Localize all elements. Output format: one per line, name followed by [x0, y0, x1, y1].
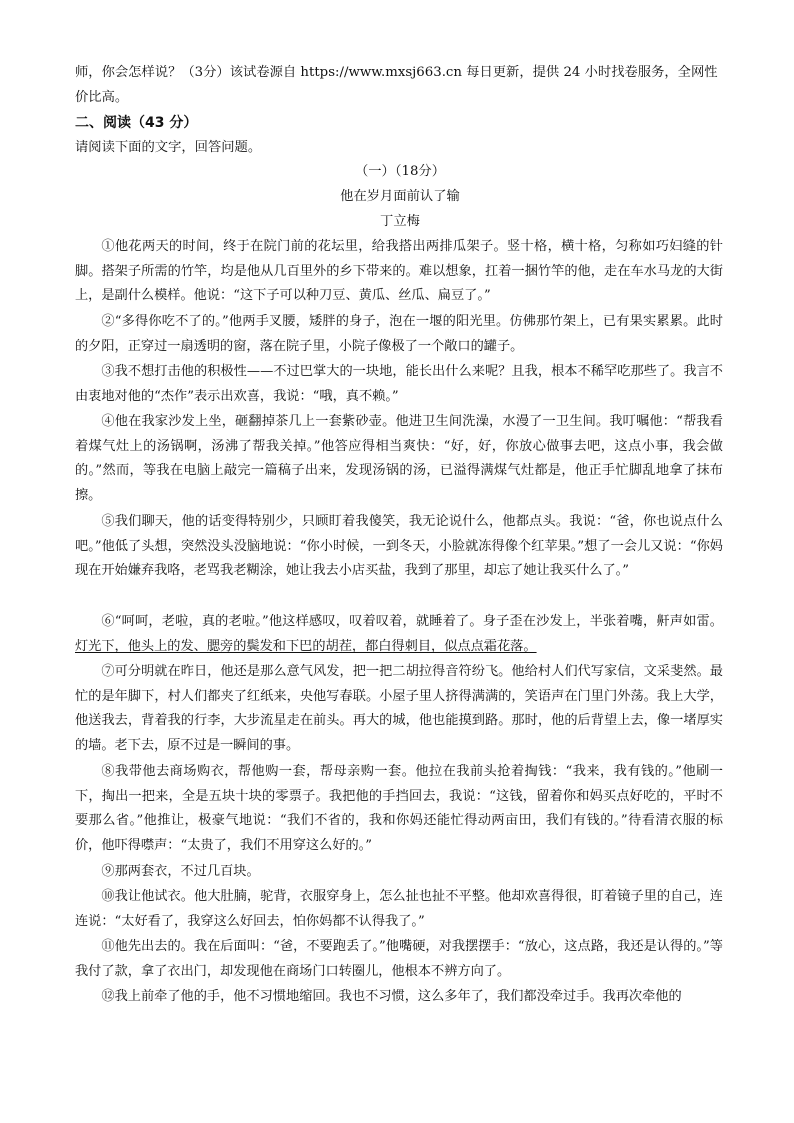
- paragraph-2: ②“多得你吃不了的。”他两手叉腰，矮胖的身子，泡在一堰的阳光里。仿佛那竹架上，已有果实累累。此时的夕阳，正穿过一扇透明的窗，落在院子里，小院子像极了一个敞口的罐子。: [75, 314, 723, 354]
- paragraph-9: ⑨那两套衣，不过几百块。: [101, 864, 260, 879]
- paragraph-10: ⑩我让他试衣。他大肚腩，驼背，衣服穿身上，怎么扯也扯不平整。他却欢喜得很，盯着镜子里的自己，连连说：“太好看了，我穿这么好回去，怕你妈都不认得我了。”: [75, 889, 723, 929]
- article-title: 他在岁月面前认了输: [340, 189, 460, 204]
- paragraph-8: ⑧我带他去商场购衣，帮他购一套，帮母亲购一套。他拉在我前头抢着掏钱：“我来，我有钱的。”他刷一下，掏出一把来，全是五块十块的零票子。我把他的手挡回去，我说：“这钱，留着你和妈买点好吃的，平时不要那么省。”他推让，极豪气地说：“我们不省的，我和你妈还能忙得动两亩田，我们有钱的。”待看清衣服的标价，他吓得噤声：“太贵了，我们不用穿这么好的。”: [75, 764, 723, 854]
- section-heading: 二、阅读（43 分）: [75, 115, 198, 131]
- article-author: 丁立梅: [380, 214, 420, 229]
- intro-line-2: 价比高。: [75, 90, 129, 105]
- section-instruction: 请阅读下面的文字，回答问题。: [75, 140, 262, 155]
- paragraph-1: ①他花两天的时间，终于在院门前的花坛里，给我搭出两排瓜架子。竖十格，横十格，匀称如巧妇缝的针脚。搭架子所需的竹竿，均是他从几百里外的乡下带来的。难以想象，扛着一捆竹竿的他，走在车水马龙的大街上，是副什么模样。他说：“这下子可以种刀豆、黄瓜、丝瓜、扁豆了。”: [75, 239, 723, 304]
- intro-line-1: 师，你会怎样说？（3分）该试卷源自 https://www.mxsj663.cn 每日更新，提供 24 小时找卷服务，全网性: [75, 65, 718, 80]
- paragraph-7: ⑦可分明就在昨日，他还是那么意气风发，把一把二胡拉得音符纷飞。他给村人们代写家信，文采斐然。最忙的是年脚下，村人们都夹了红纸来，央他写春联。小屋子里人挤得满满的，笑语声在门里门外荡。我上大学，他送我去，背着我的行李，大步流星走在前头。再大的城，他也能摸到路。那时，他的后背望上去，像一堵厚实的墙。老下去，原不过是一瞬间的事。: [75, 664, 723, 754]
- underlined-sentence: 灯光下，他头上的发、腮旁的鬓发和下巴的胡茬，都白得刺目，似点点霜花落。: [75, 638, 537, 654]
- paragraph-6-text: ⑥“呵呵，老啦，真的老啦。”他这样感叹，叹着叹着，就睡着了。身子歪在沙发上，半张着嘴，鼾声如雷。灯光下，他头上的发、腮旁的鬓发和下巴的胡茬，都白得刺目，似点点霜花落。: [75, 614, 723, 654]
- paragraph-3: ③我不想打击他的积极性——不过巴掌大的一块地，能长出什么来呢？且我，根本不稀罕吃那些了。我言不由衷地对他的“杰作”表示出欢喜，我说：“哦，真不赖。”: [75, 364, 723, 404]
- part-label: （一）（18分）: [354, 164, 446, 179]
- paragraph-4: ④他在我家沙发上坐，砸翻掉茶几上一套紫砂壶。他进卫生间洗澡，水漫了一卫生间。我叮嘱他：“帮我看着煤气灶上的汤锅啊，汤沸了帮我关掉。”他答应得相当爽快：“好，好，你放心做事去吧，这点小事，我会做的。”然而，等我在电脑上敲完一篇稿子出来，发现汤锅的汤，已溢得满煤气灶都是，他正手忙脚乱地拿了抹布擦。: [75, 414, 723, 504]
- paragraph-6: [75, 610, 723, 659]
- paragraph-5: ⑤我们聊天，他的话变得特别少，只顾盯着我傻笑，我无论说什么，他都点头。我说：“爸，你也说点什么吧。”他低了头想，突然没头没脑地说：“你小时候，一到冬天，小脸就冻得像个红苹果。”想了一会儿又说：“你妈现在开始嫌弃我咯，老骂我老糊涂，她让我去小店买盐，我到了那里，却忘了她让我买什么了。”: [75, 514, 723, 579]
- paragraph-12: ⑫我上前牵了他的手，他不习惯地缩回。我也不习惯，这么多年了，我们都没牵过手。我再次牵他的: [101, 989, 682, 1004]
- paragraph-11: ⑪他先出去的。我在后面叫：“爸，不要跑丢了。”他嘴硬，对我摆摆手：“放心，这点路，我还是认得的。”等我付了款，拿了衣出门，却发现他在商场门口转圈儿，他根本不辨方向了。: [75, 939, 723, 979]
